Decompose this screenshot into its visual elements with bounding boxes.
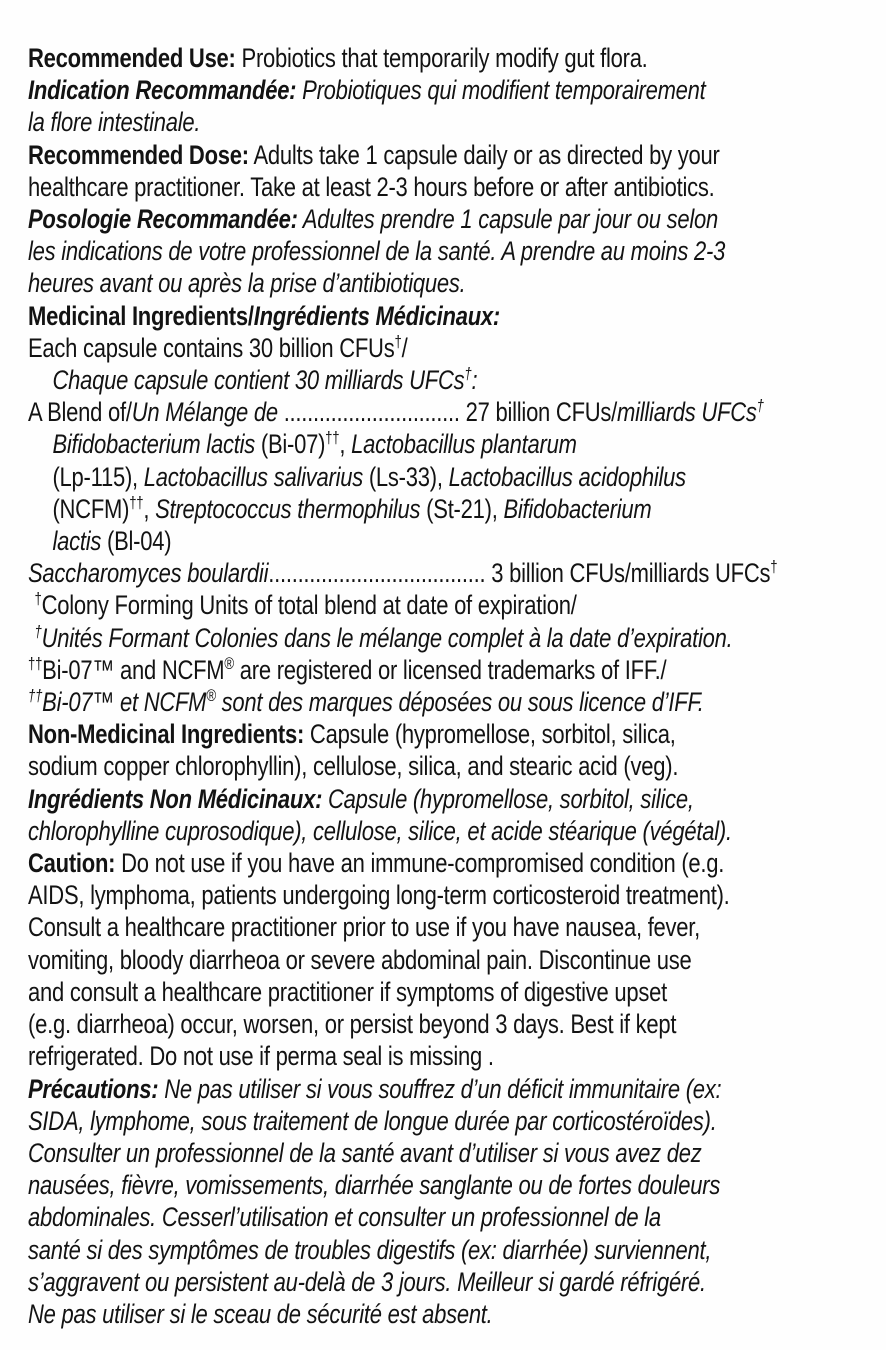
text-run: Probiotics that temporarily modify gut flora. bbox=[235, 43, 648, 73]
label-line bbox=[28, 1201, 886, 1233]
text-run: Unités Formant Colonies dans le mélange complet à la date d’expiration. bbox=[41, 622, 733, 653]
label-line bbox=[28, 1073, 886, 1105]
text-run: ® bbox=[206, 687, 216, 706]
text-run: milliards UFCs bbox=[617, 397, 757, 428]
text-run: Adultes prendre 1 capsule par jour ou selon bbox=[297, 204, 718, 235]
label-line bbox=[28, 106, 886, 138]
label-line bbox=[28, 557, 886, 589]
text-run: chlorophylline cuprosodique), cellulose, silice, et acide stéarique (végétal). bbox=[28, 815, 732, 846]
label-line bbox=[28, 428, 886, 460]
text-run: Ne pas utiliser si vous souffrez d’un déficit immunitaire (ex: bbox=[158, 1073, 722, 1104]
label-line bbox=[28, 203, 886, 235]
text-run: Non-Medicinal Ingredients: bbox=[28, 719, 305, 750]
label-line bbox=[28, 1105, 886, 1137]
text-run: sont des marques déposées ou sous licence d’IFF. bbox=[215, 687, 704, 718]
label-line bbox=[28, 718, 886, 750]
text-run: nausées, fièvre, vomissements, diarrhée sanglante ou de fortes douleurs bbox=[28, 1170, 721, 1201]
label-line bbox=[28, 267, 886, 299]
text-run: Bifidobacterium bbox=[503, 493, 652, 524]
label-line bbox=[28, 815, 886, 847]
text-run: Ne pas utiliser si le sceau de sécurité est absent. bbox=[28, 1298, 493, 1329]
label-line bbox=[28, 1169, 886, 1201]
label-line bbox=[28, 364, 886, 396]
label-line bbox=[28, 171, 886, 203]
label-line bbox=[28, 139, 886, 171]
label-line bbox=[28, 396, 886, 428]
text-run: Capsule (hypromellose, sorbitol, silica, bbox=[304, 719, 676, 750]
text-run: Lactobacillus acidophilus bbox=[448, 461, 686, 492]
label-line bbox=[28, 1008, 886, 1040]
text-run: AIDS, lymphoma, patients undergoing long-term corticosteroid treatment). bbox=[28, 880, 730, 911]
text-run: (Bl-04) bbox=[101, 526, 172, 557]
text-run: (Bi-07) bbox=[254, 429, 326, 460]
text-run: santé si des symptômes de troubles digestifs (ex: diarrhée) surviennent, bbox=[28, 1234, 712, 1265]
text-run: Posologie Recommandée: bbox=[28, 204, 298, 235]
text-run: Adults take 1 capsule daily or as directed by your bbox=[248, 139, 720, 170]
text-run: sodium copper chlorophyllin), cellulose, silica, and stearic acid (veg). bbox=[28, 751, 679, 782]
label-line bbox=[28, 493, 886, 525]
text-run: (Ls-33), bbox=[362, 461, 449, 492]
text-run: † bbox=[394, 332, 402, 351]
text-run: Each capsule contains 30 billion CFUs bbox=[28, 332, 395, 363]
text-run: Streptococcus thermophilus bbox=[155, 493, 421, 524]
text-run: heures avant ou après la prise d’antibiotiques. bbox=[28, 268, 466, 299]
text-run: Do not use if you have an immune-compromised condition (e.g. bbox=[115, 848, 725, 879]
text-run: Capsule (hypromellose, sorbitol, silice, bbox=[322, 783, 694, 814]
label-line bbox=[28, 976, 886, 1008]
text-run: / bbox=[401, 332, 408, 363]
text-run: are registered or licensed trademarks of IFF./ bbox=[233, 654, 667, 685]
text-run: Ingrédients Non Médicinaux: bbox=[28, 783, 323, 814]
label-line bbox=[28, 525, 886, 557]
text-run: Saccharomyces boulardii bbox=[28, 558, 269, 589]
label-line bbox=[28, 300, 886, 332]
label-line bbox=[28, 332, 886, 364]
label-line bbox=[28, 911, 886, 943]
label-line bbox=[28, 686, 886, 718]
text-run: la flore intestinale. bbox=[28, 107, 201, 138]
text-run: Colony Forming Units of total blend at date of expiration/ bbox=[41, 590, 577, 621]
text-run: Indication Recommandée: bbox=[28, 75, 297, 106]
label-line bbox=[28, 589, 886, 621]
label-line bbox=[28, 1040, 886, 1072]
text-run: †† bbox=[325, 429, 340, 448]
label-text bbox=[28, 42, 886, 1330]
text-run: Caution: bbox=[28, 848, 116, 879]
label-line bbox=[28, 1234, 886, 1266]
text-run: Précautions: bbox=[28, 1073, 159, 1104]
text-run: † bbox=[464, 365, 472, 384]
text-run: les indications de votre professionnel de la santé. A prendre au moins 2-3 bbox=[28, 236, 726, 267]
text-run: s’aggravent ou persistent au-delà de 3 jours. Meilleur si gardé réfrigéré. bbox=[28, 1266, 706, 1297]
label-line bbox=[28, 783, 886, 815]
text-run: Chaque capsule contient 30 milliards UFCs bbox=[52, 365, 465, 396]
text-run: Bi-07™ and NCFM bbox=[42, 654, 225, 685]
text-run: : bbox=[471, 365, 478, 396]
text-run: .............................. 27 billion CFUs/ bbox=[277, 397, 618, 428]
text-run: , bbox=[143, 493, 156, 524]
text-run: Recommended Dose: bbox=[28, 139, 249, 170]
text-run: †† bbox=[129, 493, 144, 512]
label-line bbox=[28, 654, 886, 686]
text-run: Probiotiques qui modifient temporairement bbox=[296, 75, 706, 106]
label-line bbox=[28, 1298, 886, 1330]
label-line bbox=[28, 944, 886, 976]
label-line bbox=[28, 74, 886, 106]
text-run: † bbox=[756, 397, 764, 416]
text-run: abdominales. Cesserl’utilisation et consulter un professionnel de la bbox=[28, 1202, 661, 1233]
text-run: Lactobacillus plantarum bbox=[351, 429, 577, 460]
text-run: Consult a healthcare practitioner prior to use if you have nausea, fever, bbox=[28, 912, 701, 943]
text-run: Un Mélange de bbox=[131, 397, 278, 428]
label-line bbox=[28, 1137, 886, 1169]
text-run: A Blend of/ bbox=[28, 397, 132, 428]
label-line bbox=[28, 622, 886, 654]
label-line bbox=[28, 461, 886, 493]
text-run: Bi-07™ et NCFM bbox=[42, 687, 207, 718]
text-run: Consulter un professionnel de la santé avant d’utiliser si vous avez dez bbox=[28, 1137, 702, 1168]
label-line bbox=[28, 42, 886, 74]
text-run: Medicinal Ingredients/ bbox=[28, 300, 254, 331]
text-run: Bifidobacterium lactis bbox=[52, 429, 255, 460]
text-run: †† bbox=[28, 687, 43, 706]
text-run: † bbox=[34, 622, 42, 641]
label-line bbox=[28, 879, 886, 911]
text-run: Ingrédients Médicinaux: bbox=[253, 300, 500, 331]
text-run: Recommended Use: bbox=[28, 43, 236, 73]
text-run: lactis bbox=[52, 526, 102, 557]
text-run: (e.g. diarrheoa) occur, worsen, or persist beyond 3 days. Best if kept bbox=[28, 1009, 677, 1040]
text-run: (Lp-115), bbox=[52, 461, 144, 492]
label-line bbox=[28, 750, 886, 782]
text-run: † bbox=[34, 590, 42, 609]
text-run: and consult a healthcare practitioner if symptoms of digestive upset bbox=[28, 976, 667, 1007]
text-run: ® bbox=[224, 654, 234, 673]
text-run: healthcare practitioner. Take at least 2-3 hours before or after antibiotics. bbox=[28, 171, 715, 202]
label-line bbox=[28, 1266, 886, 1298]
text-run: (NCFM) bbox=[52, 493, 130, 524]
label-line bbox=[28, 847, 886, 879]
text-run: ..................................... 3 billion CFUs/milliards UFCs bbox=[268, 558, 771, 589]
text-run: refrigerated. Do not use if perma seal is missing . bbox=[28, 1041, 494, 1072]
text-run: Lactobacillus salivarius bbox=[143, 461, 363, 492]
label-line bbox=[28, 235, 886, 267]
text-run: †† bbox=[28, 654, 43, 673]
text-run: † bbox=[770, 558, 778, 577]
text-run: , bbox=[339, 429, 352, 460]
text-run: vomiting, bloody diarrheoa or severe abdominal pain. Discontinue use bbox=[28, 944, 692, 975]
text-run: SIDA, lymphome, sous traitement de longue durée par corticostéroïdes). bbox=[28, 1105, 717, 1136]
text-run: (St-21), bbox=[420, 493, 504, 524]
